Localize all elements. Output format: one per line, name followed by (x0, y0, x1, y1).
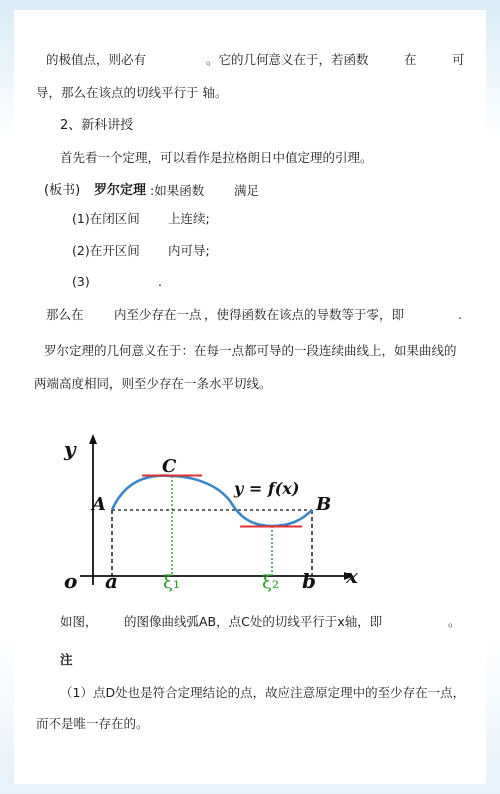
conclusion-2: 内至少存在一点 (114, 307, 202, 322)
theorem-text-1: :如果函数 (150, 183, 205, 198)
figure-caption-2: 的图像曲线弧AB，点C处的切线平行于x轴，即 (124, 614, 383, 629)
point-b-label: B (316, 494, 332, 515)
x-axis-label: x (346, 564, 358, 588)
blackboard-tag: (板书) (44, 183, 81, 198)
text-line-1d: 可 (452, 52, 465, 67)
origin-label: o (64, 569, 78, 593)
condition-1a: (1)在闭区间 (72, 211, 140, 226)
figure-caption-3: 。 (448, 614, 461, 629)
condition-2a: (2)在开区间 (72, 243, 140, 258)
section-heading: 2、新科讲授 (60, 118, 134, 133)
conclusion-1: 那么在 (46, 307, 84, 322)
text-line-1a: 的极值点，则必有 (46, 52, 147, 67)
text-line-1b: 。它的几何意义在于，若函数 (206, 52, 369, 67)
text-line-4: 首先看一个定理，可以看作是拉格朗日中值定理的引理。 (60, 150, 373, 165)
geometric-meaning-2: 两端高度相同，则至少存在一条水平切线。 (34, 376, 272, 391)
note-text-1: （1）点D处也是符合定理结论的点，故应注意原定理中的至少存在一点， (60, 685, 466, 700)
function-label: y = f(x) (234, 479, 300, 498)
geometric-meaning-1: 罗尔定理的几何意义在于：在每一点都可导的一段连续曲线上，如果曲线的 (44, 343, 457, 358)
condition-3b: . (158, 274, 162, 289)
condition-3a: (3) (72, 274, 90, 289)
text-line-1c: 在 (404, 52, 417, 67)
condition-2b: 内可导; (168, 243, 210, 258)
conclusion-3: ，使得函数在该点的导数等于零，即 (204, 307, 405, 322)
y-axis-label: y (64, 437, 76, 461)
text-line-2: 导，那么在该点的切线平行于 轴。 (36, 85, 228, 100)
a-label: a (105, 569, 118, 593)
note-text-2: 而不是唯一存在的。 (36, 716, 149, 731)
xi2-label: ξ₂ (262, 572, 280, 593)
xi1-label: ξ₁ (163, 572, 181, 593)
rolle-theorem-figure (50, 430, 380, 600)
theorem-text-2: 满足 (234, 183, 260, 198)
point-c-label: C (162, 456, 177, 477)
point-a-label: A (92, 494, 106, 515)
b-label: b (302, 569, 316, 593)
figure-caption-1: 如图， (60, 614, 98, 629)
conclusion-4: . (458, 307, 462, 322)
theorem-name: 罗尔定理 (94, 183, 147, 198)
note-heading: 注 (60, 652, 73, 667)
condition-1b: 上连续; (168, 211, 210, 226)
y-axis-arrow-icon (89, 434, 97, 444)
